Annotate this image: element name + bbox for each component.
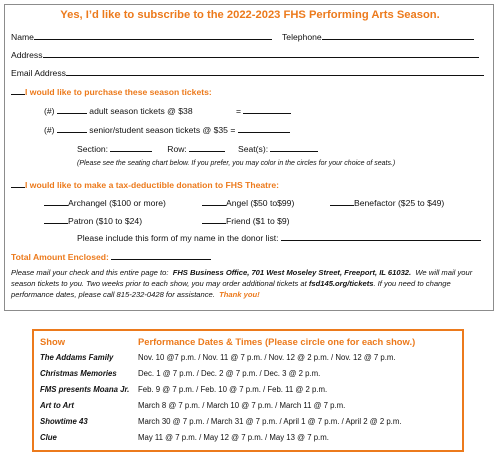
total-field[interactable] [111,250,211,260]
mail-site: fsd145.org/ [308,279,350,288]
mail-body: will mail your season tickets to you. Two weeks prior to each show, you may order additional tickets at [11,268,473,288]
donor-name-field[interactable] [281,231,481,241]
mail-we: We [415,268,427,277]
email-field[interactable] [66,66,484,76]
adult-tickets-row [44,104,193,117]
show-title: The Addams Family [40,353,114,362]
show-title: FMS presents Moana Jr. [40,385,130,394]
telephone-label: Telephone [282,32,322,42]
mail-instructions [11,267,489,300]
donation-header: I would like to make a tax-deductible donation to FHS Theatre: [25,180,280,190]
adult-total-field[interactable] [243,104,291,114]
adult-equals: = [236,106,242,116]
archangel-field[interactable] [44,196,68,206]
email-row [11,66,484,79]
benefactor-label: Benefactor ($25 to $49) [354,198,445,208]
total-label: Total Amount Enclosed: [11,252,109,262]
mail-site-tickets: tickets [349,279,374,288]
patron-field[interactable] [44,214,68,224]
patron-label: Patron ($10 to $24) [68,216,143,226]
angel-option [202,196,294,209]
seat-row [77,142,318,155]
student-text: senior/student season tickets @ $35 = [89,125,236,135]
telephone-row [282,30,474,43]
schedule-row [40,367,458,380]
address-row [11,48,479,61]
student-prefix: (#) [44,125,55,135]
address-field[interactable] [43,48,479,58]
telephone-field[interactable] [322,30,474,40]
show-dates[interactable]: Nov. 10 @7 p.m. / Nov. 11 @ 7 p.m. / Nov. 12 @ 2 p.m. / Nov. 12 @ 7 p.m. [138,353,396,362]
show-dates[interactable]: March 30 @ 7 p.m. / March 31 @ 7 p.m. / April 1 @ 7 p.m. / April 2 @ 2 p.m. [138,417,402,426]
name-row [11,30,272,43]
email-label: Email Address [11,68,66,78]
schedule-table [32,329,464,452]
donation-check-field[interactable] [11,178,25,188]
schedule-row [40,399,458,412]
schedule-row [40,351,458,364]
angel-label: Angel ($50 to$99) [226,198,295,208]
archangel-option [44,196,166,209]
schedule-row [40,415,458,428]
schedule-row [40,431,458,444]
season-check-field[interactable] [11,85,25,95]
schedule-row [40,383,458,396]
show-dates[interactable]: May 11 @ 7 p.m. / May 12 @ 7 p.m. / May 13 @ 7 p.m. [138,433,329,442]
show-title: Clue [40,433,57,442]
section-field[interactable] [110,142,152,152]
archangel-label: Archangel ($100 or more) [68,198,166,208]
show-dates[interactable]: Dec. 1 @ 7 p.m. / Dec. 2 @ 7 p.m. / Dec. 3 @ 2 p.m. [138,369,321,378]
student-qty-field[interactable] [57,123,87,133]
schedule-dates-header: Performance Dates & Times (Please circle one for each show.) [138,336,416,347]
season-header-row [11,85,212,98]
show-title: Showtime 43 [40,417,88,426]
show-dates[interactable]: Feb. 9 @ 7 p.m. / Feb. 10 @ 7 p.m. / Feb. 11 @ 2 p.m. [138,385,328,394]
season-header: I would like to purchase these season tickets: [25,87,212,97]
show-title: Christmas Memories [40,369,117,378]
name-label: Name [11,32,34,42]
student-total-field[interactable] [238,123,290,133]
friend-label: Friend ($1 to $9) [226,216,290,226]
adult-total-row [236,104,291,117]
show-dates[interactable]: March 8 @ 7 p.m. / March 10 @ 7 p.m. / March 11 @ 7 p.m. [138,401,346,410]
thank-you: Thank you! [219,290,260,299]
student-tickets-row [44,123,290,136]
seats-label: Seat(s): [238,144,269,154]
friend-option [202,214,290,227]
angel-field[interactable] [202,196,226,206]
row-label: Row: [167,144,187,154]
mail-address: FHS Business Office, 701 West Moseley Street, Freeport, IL 61032. [172,268,412,277]
benefactor-option [330,196,444,209]
seating-note: (Please see the seating chart below. If you prefer, you may color in the circles for your choice of seats.) [77,160,396,167]
mail-phone-note: . If you need to change performance dates, please call 815-232-0428 for assistance. [11,279,451,299]
patron-option [44,214,142,227]
friend-field[interactable] [202,214,226,224]
mail-intro: Please mail your check and this entire page to: [11,268,169,277]
adult-prefix: (#) [44,106,55,116]
total-row [11,250,211,263]
donation-header-row [11,178,279,191]
schedule-show-header: Show [40,336,65,347]
section-label: Section: [77,144,109,154]
adult-text: adult season tickets @ $38 [89,106,193,116]
donor-list-row [77,231,481,244]
address-label: Address [11,50,43,60]
seats-field[interactable] [270,142,318,152]
row-field[interactable] [189,142,225,152]
benefactor-field[interactable] [330,196,354,206]
adult-qty-field[interactable] [57,104,87,114]
name-field[interactable] [34,30,272,40]
show-title: Art to Art [40,401,74,410]
form-title: Yes, I’d like to subscribe to the 2022-2023 FHS Performing Arts Season. [60,9,440,21]
donor-list-label: Please include this form of my name in the donor list: [77,233,279,243]
